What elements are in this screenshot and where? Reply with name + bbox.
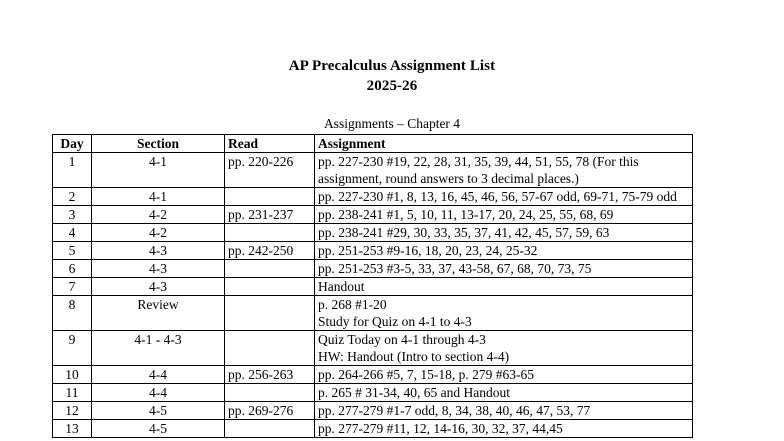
cell-day: 3 [53,206,92,224]
table-row [53,188,693,206]
document-subtitle: Assignments – Chapter 4 [323,116,461,131]
assignment-line: p. 268 #1-20 [318,297,387,312]
table-row [53,206,693,224]
cell-read [225,188,315,206]
cell-read [225,420,315,438]
cell-read [225,260,315,278]
assignment-line: p. 265 # 31-34, 40, 65 and Handout [318,385,510,400]
cell-assignment [315,260,693,278]
cell-section: 4-4 [92,384,225,402]
table-row [53,366,693,384]
table-header-row [53,135,693,153]
cell-read: pp. 242-250 [225,242,315,260]
cell-day: 9 [53,331,92,366]
cell-assignment [315,278,693,296]
cell-section: 4-1 [92,153,225,188]
cell-day: 6 [53,260,92,278]
assignment-line: pp. 227-230 #19, 22, 28, 31, 35, 39, 44, 51, 55, 78 (For this [318,154,639,169]
cell-assignment [315,366,693,384]
header-day: Day [53,135,92,153]
assignment-line: Quiz Today on 4-1 through 4-3 [318,332,486,347]
table-row [53,153,693,188]
cell-read [225,331,315,366]
cell-assignment [315,188,693,206]
assignment-line: Study for Quiz on 4-1 to 4-3 [318,314,472,329]
cell-day: 10 [53,366,92,384]
table-row [53,402,693,420]
assignment-line: pp. 238-241 #1, 5, 10, 11, 13-17, 20, 24, 25, 55, 68, 69 [318,207,614,222]
assignment-line: pp. 251-253 #9-16, 18, 20, 23, 24, 25-32 [318,243,538,258]
header-assignment: Assignment [315,135,693,153]
assignment-table [52,134,693,438]
cell-section: 4-1 [92,188,225,206]
table-row [53,384,693,402]
cell-assignment [315,331,693,366]
cell-read: pp. 220-226 [225,153,315,188]
cell-read [225,224,315,242]
cell-assignment [315,206,693,224]
assignment-line: pp. 227-230 #1, 8, 13, 16, 45, 46, 56, 57-67 odd, 69-71, 75-79 odd [318,189,677,204]
assignment-line: pp. 277-279 #11, 12, 14-16, 30, 32, 37, 44,45 [318,421,563,436]
table-row [53,260,693,278]
document-title: AP Precalculus Assignment List [288,58,496,74]
assignment-line: pp. 277-279 #1-7 odd, 8, 34, 38, 40, 46, 47, 53, 77 [318,403,591,418]
cell-section: 4-4 [92,366,225,384]
assignment-line: assignment, round answers to 3 decimal places.) [318,171,579,186]
assignment-line: pp. 238-241 #29, 30, 33, 35, 37, 41, 42, 45, 57, 59, 63 [318,225,610,240]
assignment-line: Handout [318,279,365,294]
cell-assignment [315,420,693,438]
cell-section: 4-3 [92,260,225,278]
table-row [53,296,693,331]
cell-day: 4 [53,224,92,242]
cell-read [225,278,315,296]
header-section: Section [92,135,225,153]
cell-day: 7 [53,278,92,296]
cell-read [225,384,315,402]
cell-day: 1 [53,153,92,188]
cell-section: 4-1 - 4-3 [92,331,225,366]
cell-day: 5 [53,242,92,260]
cell-read: pp. 256-263 [225,366,315,384]
cell-read [225,296,315,331]
cell-day: 11 [53,384,92,402]
cell-assignment [315,224,693,242]
cell-section: 4-5 [92,402,225,420]
cell-assignment [315,402,693,420]
header-read: Read [225,135,315,153]
cell-section: 4-3 [92,278,225,296]
cell-assignment [315,384,693,402]
document-year: 2025-26 [366,78,418,94]
cell-section: 4-2 [92,206,225,224]
cell-read: pp. 231-237 [225,206,315,224]
assignment-line: HW: Handout (Intro to section 4-4) [318,349,510,364]
assignment-line: pp. 251-253 #3-5, 33, 37, 43-58, 67, 68, 70, 73, 75 [318,261,592,276]
cell-assignment [315,153,693,188]
cell-assignment [315,296,693,331]
cell-day: 12 [53,402,92,420]
table-row [53,331,693,366]
cell-day: 13 [53,420,92,438]
table-row [53,242,693,260]
table-row [53,420,693,438]
cell-section: 4-2 [92,224,225,242]
cell-read: pp. 269-276 [225,402,315,420]
cell-section: 4-3 [92,242,225,260]
table-row [53,224,693,242]
assignment-line: pp. 264-266 #5, 7, 15-18, p. 279 #63-65 [318,367,534,382]
cell-day: 2 [53,188,92,206]
cell-assignment [315,242,693,260]
table-row [53,278,693,296]
cell-day: 8 [53,296,92,331]
cell-section: 4-5 [92,420,225,438]
cell-section: Review [92,296,225,331]
